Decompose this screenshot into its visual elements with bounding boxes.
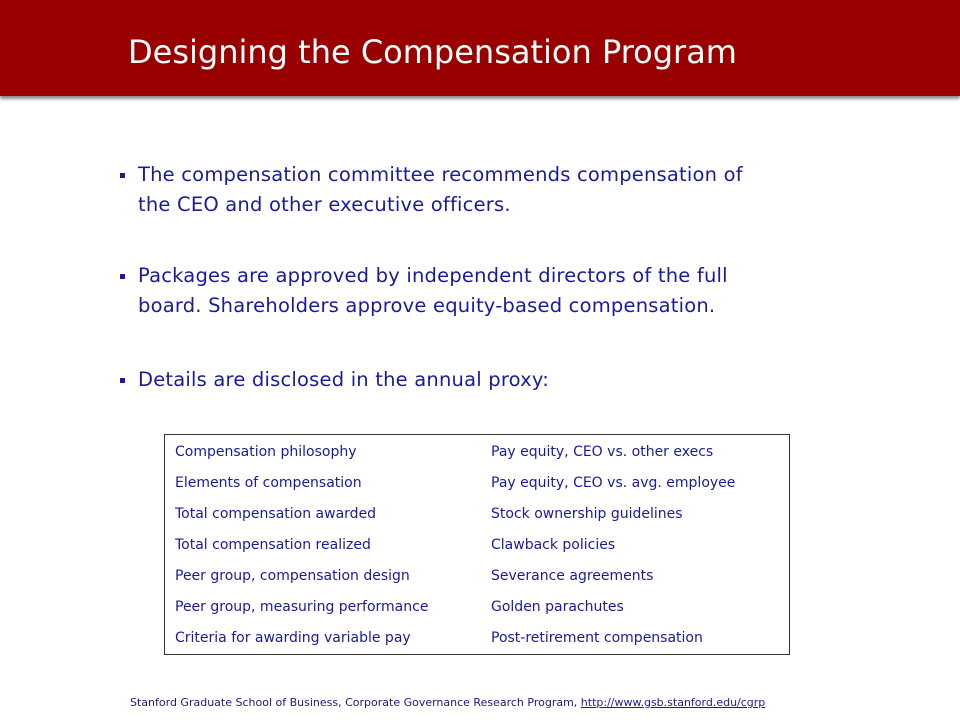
bullet-item-committee — [118, 160, 743, 220]
table-row — [165, 499, 789, 530]
table-cell: Severance agreements — [491, 568, 654, 584]
table-cell: Post-retirement compensation — [491, 630, 703, 646]
table-cell: Peer group, compensation design — [175, 568, 410, 584]
table-cell: Total compensation awarded — [175, 506, 377, 522]
bullet-line: board. Shareholders approve equity-based compensation. — [138, 294, 716, 317]
square-bullet-icon — [120, 173, 125, 178]
bullet-line: The compensation committee recommends compensation of — [138, 163, 743, 186]
table-cell: Criteria for awarding variable pay — [175, 630, 411, 646]
table-row — [165, 561, 789, 592]
square-bullet-icon — [120, 378, 125, 383]
table-cell: Pay equity, CEO vs. avg. employee — [491, 475, 736, 491]
table-cell: Stock ownership guidelines — [491, 506, 683, 522]
bullet-line: the CEO and other executive officers. — [138, 193, 511, 216]
header-bar — [0, 0, 960, 96]
table-row — [165, 623, 789, 654]
proxy-disclosure-table — [164, 434, 790, 655]
table-cell: Total compensation realized — [175, 537, 371, 553]
footer-text: Stanford Graduate School of Business, Corporate Governance Research Program, — [130, 696, 578, 709]
bullet-item-details — [118, 365, 549, 395]
table-row — [165, 468, 789, 499]
table-row — [165, 592, 789, 623]
bullet-line: Packages are approved by independent directors of the full — [138, 264, 728, 287]
bullet-line: Details are disclosed in the annual proxy: — [138, 368, 549, 391]
table-cell: Golden parachutes — [491, 599, 624, 615]
square-bullet-icon — [120, 274, 125, 279]
bullet-item-packages — [118, 261, 728, 321]
table-cell: Pay equity, CEO vs. other execs — [491, 444, 714, 460]
table-row — [165, 530, 789, 561]
footer-credit — [130, 696, 765, 709]
table-cell: Clawback policies — [491, 537, 616, 553]
table-cell: Elements of compensation — [175, 475, 362, 491]
slide-title: Designing the Compensation Program — [128, 33, 737, 71]
table-cell: Compensation philosophy — [175, 444, 357, 460]
table-row — [165, 437, 789, 468]
table-cell: Peer group, measuring performance — [175, 599, 429, 615]
footer-link[interactable]: http://www.gsb.stanford.edu/cgrp — [580, 696, 766, 709]
